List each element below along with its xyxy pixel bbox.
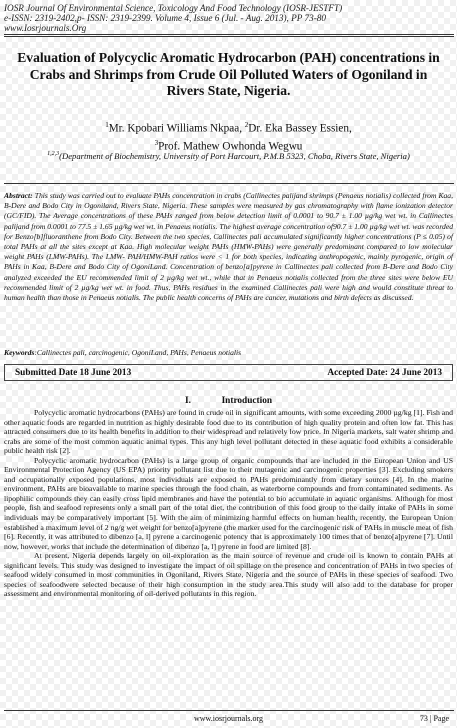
accepted-date: Accepted Date: 24 June 2013	[327, 368, 442, 378]
footer-url[interactable]: www.iosrjournals.org	[193, 714, 264, 723]
author-1: Mr. Kpobari Williams Nkpaa,	[108, 122, 242, 135]
author-3-sup: 3	[154, 138, 159, 147]
dates-box	[4, 364, 453, 381]
keywords-text: :Callinectes pali, carcinogenic, OgoniLand, PAHs, Penaeus notialis	[34, 348, 242, 357]
affiliation-text: (Department of Biochemistry, University of Port Harcourt, P.M.B 5323, Choba, Rivers State, Nigeria)	[59, 150, 410, 161]
affiliation-rule	[4, 183, 454, 184]
page-number: 73 | Page	[419, 714, 449, 723]
journal-url[interactable]: www.Iosrjournals.Org	[4, 23, 87, 33]
abstract-label: Abstract:	[4, 191, 33, 200]
keywords	[4, 348, 453, 358]
header-rule-2	[4, 36, 454, 37]
author-3: Prof. Mathew Owhonda Wegwu	[158, 140, 303, 153]
footer-rule	[4, 710, 454, 711]
paragraph-1: Polycyclic aromatic hydrocarbons (PAHs) are found in crude oil in significant amounts, with some exceeding 2000 µg/kg [1]. Fish and other aquatic foods are regarded in nutrition as highly desirable food due to its contribution of high quality protein and often low fat. This has attracted consumers due to its health benefits in addition to their widespread and relatively low price. In Nigeria markets, salt water shrimp and crabs are some of the most common aquatic animal types. This any high level pollutant detected in these aquatic food exhibits a considerable public health risk [2].	[4, 408, 453, 456]
section-heading	[4, 396, 453, 407]
abstract-text: This study was carried out to evaluate PAHs concentration in crabs (Callinectes palijand shrimps (Penaeus notialis) collected from Kaa, B-Dere and Bodo City in Ogoniland, Rivers State, Nigeria. These samples were measured by gas chromatography with flame ionization detector (GC/FID). The Average concentrations of these PAHs ranged from below detection limit of 0.0001 to 90.7 ± 1.00 µg/kg wet wt. in Callinectes palijand from 0.0001 to 77.5 ± 1.65 µg/kg wet wt. in Penaeus notialis. The highest average concentration of90.7 ± 1.00 µg/kg wet wt. was recorded for Benzo[b]fluoranthene from Bodo City. Between the two species, Callinectes pali accumulated significantly higher concentrations (P ≤ 0.05) of total PAHs at all the sites except at Kaa. High molecular weight PAHs (HMW-PAHs) were generally predominant compared to low molecular weight PAHs (LMW-PAHs). The LMW- PAH/HMW-PAH ratios were < 1 for both species, indicating anthropogenic, mainly pyrogenic, origin of PAHs in Kaa, B-Dere and Bodo City of OgoniLand. Concentration of benzo[a]pyrene in Callinectes pali collected from B-Dere and Bodo City analyzed exceeded the EU recommended limit of 2 µg/kg wet wt., while that in Penaeus notialis collected from the three sites were below EU recommended limit of 2 µg/kg wet wt. in food. Thus, PAHs residues in the examined Callinectes pali were high and would constitute threat to human health than those in Penaeus notialis. The public health concerns of PAHs are cancer, mutations and birth defects as discussed.	[4, 191, 454, 303]
affiliation-sup: 1,2,3	[47, 151, 60, 157]
keywords-label: Keywords	[4, 348, 35, 357]
submitted-date: Submitted Date 18 June 2013	[15, 368, 132, 378]
header-rule	[4, 34, 454, 35]
section-title: Introduction	[221, 396, 273, 406]
body-text	[4, 408, 453, 599]
paper-title: Evaluation of Polycyclic Aromatic Hydrocarbon (PAH) concentrations in Crabs and Shrimps from Crude Oil Polluted Waters of Ogoniland in Rivers State, Nigeria.	[17, 50, 440, 98]
author-1-sup: 1	[105, 121, 109, 129]
section-number: I.	[184, 396, 191, 406]
affiliation	[10, 149, 447, 162]
paragraph-2: Polycyclic aromatic hydrocarbon (PAHs) is a large group of organic compounds that are included in the European Union and US Environmental Protection Agency (US EPA) priority pollutant list due to their mutagenic and carcinogenic properties [3]. Excluding smokers and occupationally exposed populations, most individuals are exposed to PAHs predominantly from dietary sources [4]. In the marine environment, PAHs are bioavailable to marine species through the food chain, as waterborne compounds and from contaminated sediments. As lipophilic compounds they can easily cross lipid membranes and have the potential to bio accumulate in aquatic organisms. Although for most people, fish and seafood represents only a small part of the total diet, the contribution of this food group to the daily intake of PAHs in some individuals may be comparatively important [5]. With the aim of minimizing harmful effects on human health, recently, the European Union established a maximum level of 2 ng/g wet weight for benzo[a]pyrene (the marker used for the carcinogenic risk of PAHs in muscle meat of fish [6]. Recently, it was attributed to dibenzo [a, l] pyrene a carcinogenic potency that is approximately 100 times that of benzo[a]pyrene [7]. Until now, however, works that include the determination of dibenzo [a, l] pyrene in food are limited [8].	[4, 455, 453, 551]
issn-line: e-ISSN: 2319-2402,p- ISSN: 2319-2399. Volume 4, Issue 6 (Jul. - Aug. 2013), PP 73-80	[4, 13, 326, 23]
author-2-sup: 2	[244, 121, 249, 129]
abstract	[4, 191, 453, 303]
journal-name: IOSR Journal Of Environmental Science, Toxicology And Food Technology (IOSR-JESTFT)	[4, 3, 343, 13]
author-2: Dr. Eka Bassey Essien,	[248, 122, 352, 135]
paragraph-3: At present, Nigeria depends largely on oil-exploration as the main source of revenue and crude oil is known to contain PAHs at significant levels. This study was designed to investigate the impact of oil spillage on the presence and concentration of PAHs in two species of seafood widely consumed in most communities in Ogoniland, Rivers State, Nigeria and the source of PAHs in these species of seafood. Two species of seafoodwere selected because of their high consumption in the study area.This study will also add to the database for proper assessment and environmental monitoring of oil-derived pollutants in this region.	[4, 551, 453, 599]
